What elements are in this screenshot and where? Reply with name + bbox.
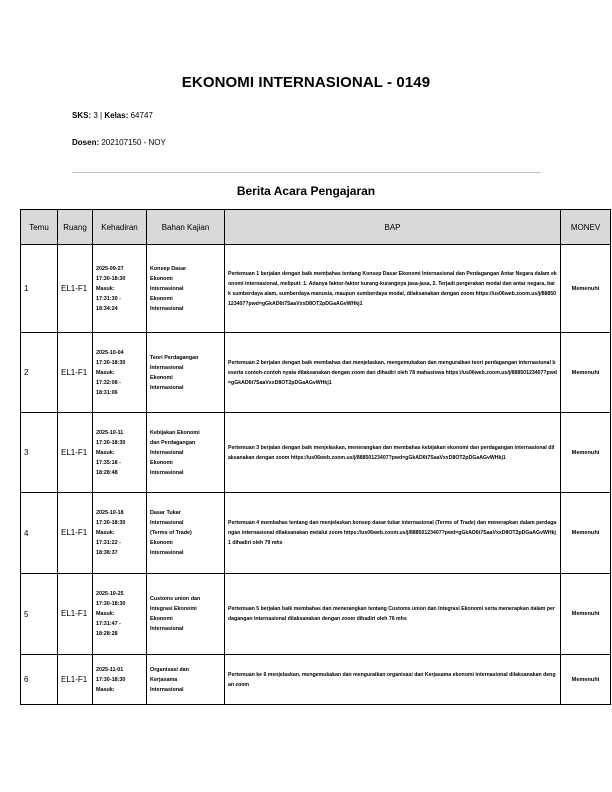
kehadiran-line: 17:31:22 - (96, 540, 121, 546)
cell-ruang: EL1-F1 (58, 574, 93, 655)
kehadiran-line: Masuk: (96, 530, 115, 536)
kehadiran-line: 2025-09-27 (96, 265, 124, 272)
cell-kehadiran (93, 574, 147, 655)
cell-bahan-kajian (147, 413, 225, 493)
cell-monev: Memenuhi (561, 655, 611, 705)
table-row (21, 574, 611, 655)
bahan-line: Internasional (150, 305, 184, 312)
bahan-line: Kebijakan Ekonomi (150, 429, 200, 436)
kehadiran-line: Masuk: (96, 285, 115, 292)
table-row (21, 333, 611, 413)
kehadiran-line: Masuk: (96, 686, 115, 693)
section-title: Berita Acara Pengajaran (236, 184, 376, 198)
sks-value: 3 (93, 111, 98, 120)
bahan-line: Ekonomi (150, 540, 173, 546)
kelas-value: 64747 (130, 111, 153, 120)
cell-monev: Memenuhi (561, 574, 611, 655)
bahan-line: Internasional (150, 449, 184, 456)
dosen-value: 202107150 - NOY (101, 138, 166, 147)
cell-bahan-kajian (147, 655, 225, 705)
kehadiran-line: 2025-10-11 (96, 429, 124, 436)
bahan-line: Teori Perdagangan (150, 354, 199, 361)
bahan-line: Organisasi dan (150, 666, 189, 673)
kelas-label: Kelas: (104, 111, 129, 120)
cell-kehadiran (93, 333, 147, 413)
kehadiran-line: 2025-10-04 (96, 349, 124, 356)
col-monev: MONEV (561, 210, 611, 245)
bahan-line: dan Perdagangan (150, 439, 196, 446)
col-bap: BAP (225, 210, 561, 245)
cell-bahan-kajian (147, 333, 225, 413)
bahan-line: Ekonomi (150, 275, 173, 282)
cell-kehadiran (93, 245, 147, 333)
col-temu: Temu (21, 210, 58, 245)
table-row (21, 493, 611, 574)
cell-temu: 6 (21, 655, 58, 705)
course-title: EKONOMI INTERNASIONAL - 0149 (181, 74, 431, 91)
kehadiran-line: 17:31:30 - (96, 295, 121, 302)
col-kehadiran: Kehadiran (93, 210, 147, 245)
cell-bap: Pertemuan 4 membahas tentang dan menjelaskan konsep dasar tukar internasional (Terms of Trade) dan menerapkan dalam perdagangan internasional dilaksanakan melalui zoom https://us06web.zoom.us/j/88850123407?pwd=gGkAD6t7SaaVxxD8OT2pDGaAGvWHkj1 dihadiri oleh 79 mhs (225, 493, 561, 574)
course-meta (72, 111, 153, 120)
table-row (21, 413, 611, 493)
cell-bap: Pertemuan 3 berjalan dengan baik menjelaskan, menerangkan dan membahas kebijakan ekonomi dan perdagangan internasional dilaksanakan dengan zoom https://us06web.zoom.us/j/88850123407?pwd=gGkAD6t7SaaVxxD8OT2pDGaAGvWHkj1 (225, 413, 561, 493)
cell-ruang: EL1-F1 (58, 333, 93, 413)
bahan-line: Internasional (150, 384, 184, 391)
kehadiran-line: 17:31:47 - (96, 621, 121, 627)
kehadiran-line: Masuk: (96, 611, 115, 617)
bahan-line: Customs union dan (150, 596, 201, 602)
cell-ruang: EL1-F1 (58, 493, 93, 574)
kehadiran-line: Masuk: (96, 369, 115, 376)
cell-kehadiran (93, 493, 147, 574)
bahan-line: Ekonomi (150, 295, 173, 302)
bap-table (20, 209, 611, 705)
kehadiran-line: 18:28:48 (96, 469, 118, 476)
bahan-line: Internasional (150, 550, 184, 556)
kehadiran-line: 18:38:37 (96, 550, 118, 556)
lecturer-meta (72, 138, 166, 147)
bahan-line: Dasar Tukar (150, 510, 181, 516)
dosen-label: Dosen: (72, 138, 100, 147)
cell-temu: 3 (21, 413, 58, 493)
col-ruang: Ruang (58, 210, 93, 245)
cell-temu: 2 (21, 333, 58, 413)
kehadiran-line: 17:30-18:30 (96, 439, 126, 446)
bahan-line: Konsep Dasar (150, 265, 187, 272)
table-row (21, 245, 611, 333)
bahan-line: Ekonomi (150, 374, 173, 381)
bahan-line: Kerjasama (150, 676, 178, 683)
bahan-line: Ekonomi (150, 459, 173, 466)
cell-ruang: EL1-F1 (58, 413, 93, 493)
kehadiran-line: 18:34:24 (96, 305, 118, 312)
cell-temu: 5 (21, 574, 58, 655)
bahan-line: Internasional (150, 469, 184, 476)
table-body (21, 245, 611, 705)
bahan-line: Internasional (150, 520, 184, 526)
cell-monev: Memenuhi (561, 493, 611, 574)
bahan-line: Internasional (150, 285, 184, 292)
kehadiran-line: 17:30-18:30 (96, 676, 126, 683)
bahan-line: (Terms of Trade) (150, 530, 192, 536)
col-bahan-kajian: Bahan Kajian (147, 210, 225, 245)
table-header-row (21, 210, 611, 245)
cell-monev: Memenuhi (561, 245, 611, 333)
cell-ruang: EL1-F1 (58, 245, 93, 333)
bahan-line: Ekonomi (150, 616, 173, 622)
bahan-line: Integrasi Ekonomi (150, 606, 197, 612)
cell-temu: 4 (21, 493, 58, 574)
kehadiran-line: 18:28:28 (96, 631, 118, 637)
cell-kehadiran (93, 413, 147, 493)
cell-kehadiran (93, 655, 147, 705)
cell-monev: Memenuhi (561, 413, 611, 493)
kehadiran-line: 2025-11-01 (96, 666, 124, 673)
kehadiran-line: 17:35:18 - (96, 459, 121, 466)
kehadiran-line: 17:30-18:30 (96, 601, 126, 607)
kehadiran-line: 17:30-18:30 (96, 359, 126, 366)
divider (72, 172, 540, 173)
cell-bap: Pertemuan 1 berjalan dengan baik membahas tentang Konsep Dasar Ekonomi Internasional dan Perdagangan Antar Negara dalam ekonomi internasional, meliputi: 1. Adanya faktor-faktor kurang-kurangnya jasa-jasa, 2. Terjadi pergerakan modal dan antar negara, baik sumberdaya alam, sumberdaya manusia, maupun sumberdaya modal, dilaksanakan dengan zoom https://us06web.zoom.us/j/88850123407?pwd=gGkAD6t7SaaVxxD8OT2pDGaAGvWHkj1 (225, 245, 561, 333)
kehadiran-line: Masuk: (96, 449, 115, 456)
cell-temu: 1 (21, 245, 58, 333)
sks-label: SKS: (72, 111, 92, 120)
kehadiran-line: 2025-10-18 (96, 510, 124, 516)
kehadiran-line: 2025-10-25 (96, 591, 124, 597)
cell-bap: Pertemuan 2 berjalan dengan baik membahas dan menjelaskan, mengemukakan dan menguraikan teori perdagangan internasional beserta contoh-contoh nyata dilaksanakan dengan zoom dan dihadiri oleh 78 mahasiswa https://us06web.zoom.us/j/88850123407?pwd=gGkAD6t7SaaVxxD8OT2pDGaAGvWHkj1 (225, 333, 561, 413)
table-row (21, 655, 611, 705)
bahan-line: Internasional (150, 626, 184, 632)
cell-bahan-kajian (147, 493, 225, 574)
cell-bap: Pertemuan ke 6 menjelaskan, mengemukakan dan menguraikan organisasi dan Kerjasama ekonomi internasional dilaksanakan dengan zoom (225, 655, 561, 705)
cell-bahan-kajian (147, 574, 225, 655)
cell-monev: Memenuhi (561, 333, 611, 413)
kehadiran-line: 17:32:08 - (96, 379, 121, 386)
cell-bahan-kajian (147, 245, 225, 333)
bahan-line: Internasional (150, 364, 184, 371)
kehadiran-line: 17:30-18:30 (96, 520, 126, 526)
meta-separator: | (100, 111, 103, 120)
kehadiran-line: 17:30-18:30 (96, 275, 126, 282)
cell-ruang: EL1-F1 (58, 655, 93, 705)
kehadiran-line: 18:31:06 (96, 389, 118, 396)
bahan-line: Internasional (150, 686, 184, 693)
cell-bap: Pertemuan 5 berjalan baik membahas dan menerangkan tentang Customs union dan Integrasi Ekonomi serta menerapkan dalam perdagangan internasional dilaksanakan dengan zoom dihadiri oleh 76 mhs (225, 574, 561, 655)
